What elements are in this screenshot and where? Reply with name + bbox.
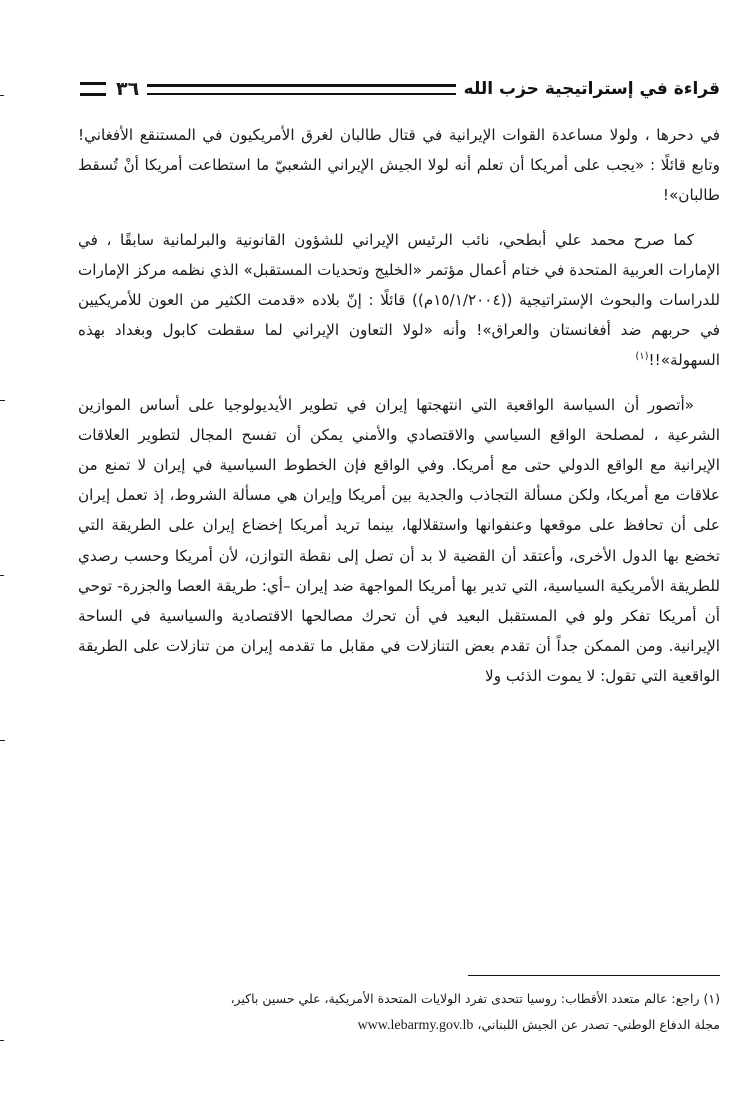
paragraph-1: في دحرها ، ولولا مساعدة القوات الإيرانية في قتال طالبان لغرق الأمريكيون في المستنقع الأفغاني! وتابع قائلًا : «يجب على أمريكا أن تعلم أنه لولا الجيش الإيراني الشعبيّ ما استطاعت أمريكا أنْ تُسقط طالبان»!: [78, 126, 720, 205]
scan-edge-mark: [0, 740, 5, 741]
footnote-url[interactable]: www.lebarmy.gov.lb: [357, 1018, 474, 1033]
footnote-ref[interactable]: (١): [635, 351, 649, 363]
header-rule: [147, 84, 455, 95]
scan-edge-mark: [0, 1040, 4, 1041]
header-title: قراءة في إستراتيجية حزب الله: [463, 79, 720, 99]
footnote-line-2: مجلة الدفاع الوطني- تصدر عن الجيش اللبناني، www.lebarmy.gov.lb: [357, 1017, 720, 1033]
scan-edge-mark: [0, 575, 4, 576]
footnote-line-1: (١) راجع: عالم متعدد الأقطاب: روسيا تتحدى تفرد الولايات المتحدة الأمريكية، علي حسين باكير،: [230, 991, 720, 1006]
paragraph-3: «أتصور أن السياسة الواقعية التي انتهجتها إيران في تطوير الأيديولوجيا على أساس الموازين الشرعية ، لمصلحة الواقع السياسي والاقتصادي والأمني يمكن أن تفسح المجال لتطوير العلاقات الإيرانية مع الواقع الدولي حتى مع أمريكا. وفي الواقع فإن الخطوط السياسية في إيران لا تمنع من علاقات مع أمريكا، ولكن مسألة التجاذب والجدية بين أمريكا وإيران هي مسألة الشروط، إذ تعمل إيران على أن تحافظ على موقعها وعنفوانها واستقلالها، بينما تريد أمريكا إخضاع إيران على الطريقة التي تخضع بها الدول الأخرى، وأعتقد أن القضية لا بد أن تصل إلى نقطة التوازن، لأن أمريكا وحسب رصدي للطريقة الأمريكية السياسية، التي تدير بها أمريكا المواجهة ضد إيران –أي: طريقة العصا والجزرة- توحي أن أمريكا تفكر ولو في المستقبل البعيد في أن تحرك مصالحها الاقتصادية والسياسية في الساحة الإيرانية. ومن الممكن جداً أن تقدم بعض التنازلات في مقابل ما تقدمه إيران من تنازلات على الطريقة الواقعية التي تقول: لا يموت الذئب ولا: [78, 395, 720, 686]
footnote-rule: [468, 975, 720, 976]
scan-edge-mark: [0, 95, 4, 96]
header-bars: [80, 82, 106, 96]
body-text: [78, 120, 720, 692]
scan-edge-mark: [0, 400, 5, 401]
footnote: [100, 986, 720, 1039]
paragraph-2: كما صرح محمد علي أبطحي، نائب الرئيس الإيراني للشؤون القانونية والبرلمانية سابقًا ، في الإمارات العربية المتحدة في ختام أعمال مؤتمر «الخليج وتحديات المستقبل» الذي نظمه مركز الإمارات للدراسات والبحوث الإستراتيجية ((١٥/١/٢٠٠٤م)) قائلًا : إنّ بلاده «قدمت الكثير من العون للأمريكيين في حربهم ضد أفغانستان والعراق»! وأنه «لولا التعاون الإيراني لما سقطت كابول وبغداد بهذه السهولة»!!$^{(١)}$: [78, 230, 720, 370]
page-number: ٣٦: [116, 78, 140, 100]
running-header: [80, 74, 720, 104]
